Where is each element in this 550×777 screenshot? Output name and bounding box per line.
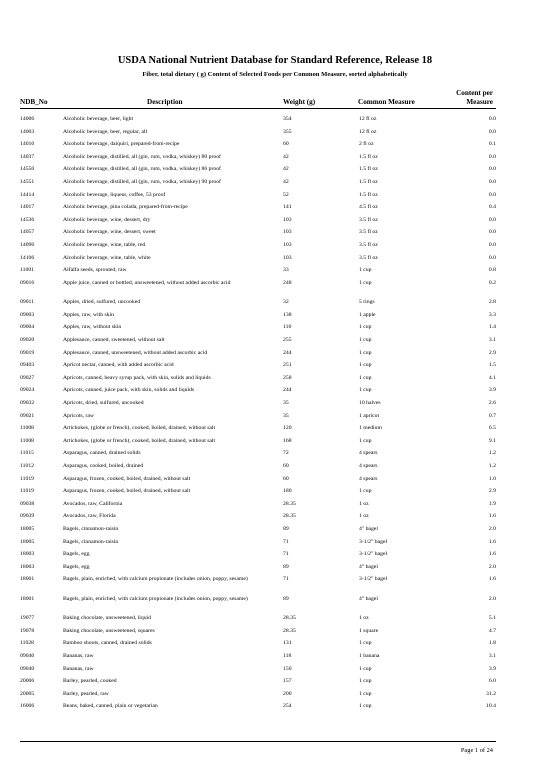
cell-weight: 72 — [283, 450, 289, 457]
cell-description: Bananas, raw — [63, 653, 94, 660]
column-header-content-line1: Content per — [456, 89, 493, 97]
cell-description: Asparagus, frozen, cooked, boiled, drained, without salt — [63, 488, 191, 495]
cell-weight: 150 — [283, 665, 292, 672]
cell-ndb: 09038 — [20, 500, 35, 507]
cell-content: 2.9 — [488, 349, 496, 356]
cell-ndb: 11015 — [20, 450, 35, 457]
cell-ndb: 09016 — [20, 279, 35, 286]
cell-ndb: 09011 — [20, 299, 35, 306]
cell-weight: 89 — [283, 525, 289, 532]
cell-content: 4.7 — [488, 627, 496, 634]
table-row — [20, 242, 496, 255]
cell-description: Alcoholic beverage, pina colada, prepared-from-recipe — [63, 204, 188, 211]
column-header-content-line2: Measure — [466, 97, 493, 106]
cell-description: Alcoholic beverage, wine, dessert, dry — [63, 216, 151, 223]
cell-ndb: 11001 — [20, 267, 35, 274]
cell-ndb: 11028 — [20, 640, 35, 647]
cell-content: 0.1 — [488, 141, 496, 148]
cell-ndb: 14003 — [20, 128, 35, 135]
table-row — [20, 324, 496, 337]
cell-weight: 103 — [283, 254, 292, 261]
cell-description: Alcoholic beverage, beer, regular, all — [63, 128, 148, 135]
cell-description: Barley, pearled, cooked — [63, 678, 117, 685]
cell-weight: 28.35 — [283, 500, 296, 507]
cell-ndb: 14536 — [20, 216, 35, 223]
cell-ndb: 14414 — [20, 191, 35, 198]
cell-ndb: 11019 — [20, 475, 35, 482]
document-subtitle: Fiber, total dietary ( g) Content of Selected Foods per Common Measure, sorted alphabetically — [142, 71, 408, 78]
cell-content: 0.8 — [488, 267, 496, 274]
cell-content: 1.6 — [488, 576, 496, 583]
cell-content: 10.4 — [486, 703, 496, 710]
cell-content: 0.0 — [488, 191, 496, 198]
cell-ndb: 09021 — [20, 412, 35, 419]
cell-content: 0.0 — [488, 116, 496, 122]
cell-ndb: 18003 — [20, 551, 35, 558]
cell-ndb: 09040 — [20, 653, 35, 660]
cell-ndb: 19078 — [20, 627, 35, 634]
cell-description: Apricot nectar, canned, with added ascorbic acid — [63, 362, 174, 369]
cell-description: Applesauce, canned, unsweetened, without added ascorbic acid — [63, 349, 208, 356]
cell-content: 1.6 — [488, 513, 496, 520]
cell-description: Alcoholic beverage, beer, light — [63, 116, 134, 122]
cell-measure: 1 square — [359, 627, 379, 634]
cell-weight: 35 — [283, 412, 289, 419]
cell-weight: 355 — [283, 128, 292, 135]
cell-content: 0.7 — [488, 412, 496, 419]
cell-weight: 35 — [283, 399, 289, 406]
cell-description: Bagels, egg — [63, 551, 90, 558]
cell-ndb: 14006 — [20, 116, 35, 122]
cell-measure: 3.5 fl oz — [359, 254, 378, 261]
cell-measure: 3-1/2" bagel — [359, 551, 388, 558]
table-row — [20, 425, 496, 438]
cell-weight: 255 — [283, 337, 292, 343]
cell-ndb: 14106 — [20, 254, 35, 261]
cell-ndb: 11019 — [20, 488, 35, 495]
cell-description: Alcoholic beverage, distilled, all (gin, rum, vodka, whiskey) 86 proof — [63, 166, 221, 173]
table-row — [20, 141, 496, 154]
cell-content: 0.0 — [488, 216, 496, 223]
cell-measure: 4 spears — [359, 462, 378, 469]
cell-ndb: 18001 — [20, 576, 35, 583]
table-row — [20, 450, 496, 463]
cell-measure: 1 medium — [359, 425, 382, 432]
cell-ndb: 11008 — [20, 437, 35, 444]
table-row — [20, 413, 496, 426]
cell-measure: 1 cup — [359, 267, 372, 274]
table-row — [20, 400, 496, 413]
cell-weight: 42 — [283, 166, 289, 173]
cell-ndb: 09003 — [20, 311, 35, 318]
cell-weight: 103 — [283, 229, 292, 236]
cell-weight: 254 — [283, 703, 292, 710]
cell-measure: 1 oz — [359, 500, 369, 507]
cell-ndb: 09027 — [20, 374, 35, 381]
cell-content: 2.0 — [488, 563, 496, 570]
cell-description: Bagels, cinnamon-raisin — [63, 538, 119, 545]
header-rule — [20, 108, 496, 109]
cell-measure: 1 cup — [359, 374, 372, 381]
cell-content: 1.8 — [488, 640, 496, 647]
cell-measure: 10 halves — [359, 399, 381, 406]
cell-measure: 4 spears — [359, 450, 378, 457]
cell-description: Bagels, egg — [63, 563, 90, 570]
cell-measure: 2 fl oz — [359, 141, 374, 148]
cell-measure: 4" bagel — [359, 525, 378, 532]
column-header-content — [456, 89, 493, 106]
cell-measure: 1.5 fl oz — [359, 153, 378, 160]
cell-content: 3.9 — [488, 665, 496, 672]
cell-content: 3.1 — [488, 653, 496, 660]
cell-measure: 1 cup — [359, 387, 372, 394]
table-row — [20, 501, 496, 514]
table-row — [20, 229, 496, 242]
cell-weight: 103 — [283, 216, 292, 223]
cell-measure: 4 spears — [359, 475, 378, 482]
column-header-ndb: NDB_No — [20, 98, 48, 106]
cell-content: 0.0 — [488, 128, 496, 135]
table-row — [20, 192, 496, 205]
cell-description: Alcoholic beverage, wine, dessert, sweet — [63, 229, 156, 236]
cell-weight: 89 — [283, 563, 289, 570]
cell-content: 1.0 — [488, 475, 496, 482]
cell-measure: 1 cup — [359, 362, 372, 369]
cell-content: 2.0 — [488, 595, 496, 602]
cell-weight: 120 — [283, 425, 292, 432]
cell-description: Apricots, canned, juice pack, with skin, solids and liquids — [63, 387, 195, 394]
cell-weight: 60 — [283, 141, 289, 148]
cell-description: Barley, pearled, raw — [63, 690, 109, 697]
table-row — [20, 488, 496, 501]
table-row — [20, 387, 496, 400]
cell-measure: 3-1/2" bagel — [359, 538, 388, 545]
cell-weight: 28.35 — [283, 627, 296, 634]
cell-description: Bagels, plain, enriched, with calcium propionate (includes onion, poppy, sesame) — [63, 595, 248, 602]
cell-content: 31.2 — [486, 690, 496, 697]
cell-description: Asparagus, cooked, boiled, drained — [63, 462, 144, 469]
cell-weight: 52 — [283, 191, 289, 198]
cell-weight: 248 — [283, 279, 292, 286]
cell-description: Asparagus, canned, drained solids — [63, 450, 141, 457]
cell-weight: 42 — [283, 178, 289, 185]
cell-ndb: 19077 — [20, 615, 35, 622]
table-row — [20, 375, 496, 388]
cell-weight: 200 — [283, 690, 292, 697]
cell-weight: 258 — [283, 374, 292, 381]
cell-ndb: 18003 — [20, 563, 35, 570]
cell-ndb: 11012 — [20, 462, 35, 469]
cell-weight: 141 — [283, 204, 292, 211]
cell-measure: 4" bagel — [359, 563, 378, 570]
cell-ndb: 14017 — [20, 204, 35, 211]
cell-content: 2.8 — [488, 299, 496, 306]
cell-weight: 32 — [283, 299, 289, 306]
cell-content: 3.9 — [488, 387, 496, 394]
cell-ndb: 09004 — [20, 324, 35, 331]
cell-ndb: 09040 — [20, 665, 35, 672]
cell-measure: 4.5 fl oz — [359, 204, 378, 211]
table-row — [20, 628, 496, 641]
cell-description: Alcoholic beverage, liqueur, coffee, 53 proof — [63, 191, 166, 198]
table-row — [20, 438, 496, 451]
cell-ndb: 09403 — [20, 362, 35, 369]
cell-content: 1.9 — [488, 500, 496, 507]
cell-description: Baking chocolate, unsweetened, liquid — [63, 615, 151, 622]
cell-ndb: 14550 — [20, 166, 35, 173]
cell-weight: 110 — [283, 324, 292, 331]
cell-ndb: 14096 — [20, 241, 35, 248]
cell-ndb: 18001 — [20, 595, 35, 602]
cell-ndb: 09020 — [20, 337, 35, 343]
cell-measure: 1 cup — [359, 337, 372, 343]
cell-weight: 244 — [283, 349, 292, 356]
cell-weight: 180 — [283, 488, 292, 495]
cell-measure: 1.5 fl oz — [359, 178, 378, 185]
table-row — [20, 255, 496, 268]
cell-measure: 1 cup — [359, 488, 372, 495]
cell-description: Alfalfa seeds, sprouted, raw — [63, 267, 127, 274]
cell-weight: 60 — [283, 462, 289, 469]
cell-measure: 1 cup — [359, 690, 372, 697]
cell-description: Apples, raw, without skin — [63, 324, 122, 331]
footer-rule — [20, 741, 496, 742]
table-row — [20, 653, 496, 666]
cell-weight: 71 — [283, 551, 289, 558]
table-row — [20, 116, 496, 129]
table-row — [20, 640, 496, 653]
cell-description: Asparagus, frozen, cooked, boiled, drained, without salt — [63, 475, 191, 482]
cell-content: 0.0 — [488, 254, 496, 261]
cell-measure: 3-1/2" bagel — [359, 576, 388, 583]
cell-weight: 89 — [283, 595, 289, 602]
cell-content: 0.4 — [488, 204, 496, 211]
cell-description: Alcoholic beverage, wine, table, white — [63, 254, 151, 261]
cell-measure: 1 apple — [359, 311, 376, 318]
cell-description: Artichokes, (globe or french), cooked, boiled, drained, without salt — [63, 437, 216, 444]
cell-content: 1.6 — [488, 551, 496, 558]
cell-content: 6.0 — [488, 678, 496, 685]
column-header-measure: Common Measure — [358, 98, 415, 106]
column-header-description: Description — [147, 98, 183, 106]
cell-content: 3.1 — [488, 337, 496, 343]
cell-weight: 157 — [283, 678, 292, 685]
cell-description: Apricots, dried, sulfured, uncooked — [63, 399, 144, 406]
table-row — [20, 576, 496, 596]
table-row — [20, 350, 496, 363]
cell-content: 1.5 — [488, 362, 496, 369]
cell-ndb: 14551 — [20, 178, 35, 185]
cell-description: Avocados, raw, Florida — [63, 513, 116, 520]
cell-measure: 1 apricot — [359, 412, 380, 419]
cell-description: Applesauce, canned, sweetened, without salt — [63, 337, 165, 343]
cell-weight: 60 — [283, 475, 289, 482]
table-row — [20, 666, 496, 679]
cell-content: 2.9 — [488, 488, 496, 495]
cell-measure: 3.5 fl oz — [359, 229, 378, 236]
cell-weight: 71 — [283, 576, 289, 583]
cell-ndb: 09032 — [20, 399, 35, 406]
cell-content: 0.0 — [488, 178, 496, 185]
cell-description: Apple juice, canned or bottled, unsweetened, without added ascorbic acid — [63, 279, 231, 286]
cell-content: 0.0 — [488, 166, 496, 173]
cell-content: 0.0 — [488, 229, 496, 236]
cell-content: 2.0 — [488, 525, 496, 532]
cell-description: Apples, raw, with skin — [63, 311, 114, 318]
cell-weight: 354 — [283, 116, 292, 122]
cell-ndb: 11008 — [20, 425, 35, 432]
data-table — [20, 116, 496, 716]
cell-weight: 42 — [283, 153, 289, 160]
cell-description: Alcoholic beverage, daiquiri, prepared-from-recipe — [63, 141, 180, 148]
cell-weight: 138 — [283, 311, 292, 318]
cell-content: 4.1 — [488, 374, 496, 381]
cell-ndb: 18005 — [20, 525, 35, 532]
cell-weight: 33 — [283, 267, 289, 274]
cell-description: Apricots, raw — [63, 412, 94, 419]
document-title: USDA National Nutrient Database for Standard Reference, Release 18 — [117, 55, 433, 66]
cell-description: Avocados, raw, California — [63, 500, 123, 507]
table-row — [20, 678, 496, 691]
cell-description: Baking chocolate, unsweetened, squares — [63, 627, 155, 634]
cell-measure: 1 cup — [359, 279, 372, 286]
cell-description: Apricots, canned, heavy syrup pack, with skin, solids and liquids — [63, 374, 211, 381]
cell-content: 9.1 — [488, 437, 496, 444]
cell-measure: 5 rings — [359, 299, 375, 306]
cell-description: Bagels, cinnamon-raisin — [63, 525, 119, 532]
table-row — [20, 691, 496, 704]
cell-description: Alcoholic beverage, distilled, all (gin, rum, vodka, whiskey) 80 proof — [63, 153, 221, 160]
table-row — [20, 476, 496, 489]
table-row — [20, 129, 496, 142]
cell-description: Beans, baked, canned, plain or vegetarian — [63, 703, 158, 710]
cell-measure: 3.5 fl oz — [359, 216, 378, 223]
cell-measure: 1 cup — [359, 665, 372, 672]
cell-weight: 168 — [283, 437, 292, 444]
cell-weight: 103 — [283, 241, 292, 248]
cell-content: 5.1 — [488, 615, 496, 622]
cell-measure: 1.5 fl oz — [359, 191, 378, 198]
cell-ndb: 20005 — [20, 690, 35, 697]
cell-description: Bagels, plain, enriched, with calcium propionate (includes onion, poppy, sesame) — [63, 576, 248, 583]
cell-measure: 3.5 fl oz — [359, 241, 378, 248]
column-header-weight: Weight (g) — [283, 98, 316, 106]
cell-ndb: 14057 — [20, 229, 35, 236]
table-row — [20, 615, 496, 628]
cell-description: Bamboo shoots, canned, drained solids — [63, 640, 152, 647]
cell-weight: 118 — [283, 653, 292, 660]
table-row — [20, 204, 496, 217]
cell-content: 1.2 — [488, 450, 496, 457]
cell-ndb: 14037 — [20, 153, 35, 160]
cell-ndb: 09024 — [20, 387, 35, 394]
cell-description: Apples, dried, sulfured, uncooked — [63, 299, 141, 306]
cell-weight: 131 — [283, 640, 292, 647]
cell-content: 0.0 — [488, 241, 496, 248]
cell-ndb: 09019 — [20, 349, 35, 356]
cell-measure: 1 cup — [359, 437, 372, 444]
table-row — [20, 267, 496, 280]
cell-weight: 28.35 — [283, 513, 296, 520]
table-row — [20, 703, 496, 716]
cell-content: 1.4 — [488, 324, 496, 331]
table-row — [20, 526, 496, 539]
cell-measure: 1 cup — [359, 324, 372, 331]
table-row — [20, 596, 496, 616]
cell-measure: 1 cup — [359, 703, 372, 710]
cell-measure: 1 cup — [359, 349, 372, 356]
table-row — [20, 280, 496, 300]
cell-measure: 1 oz — [359, 615, 369, 622]
cell-measure: 1 banana — [359, 653, 380, 660]
table-row — [20, 166, 496, 179]
cell-measure: 12 fl oz — [359, 128, 377, 135]
cell-measure: 1.5 fl oz — [359, 166, 378, 173]
table-row — [20, 299, 496, 312]
cell-weight: 244 — [283, 387, 292, 394]
cell-content: 0.0 — [488, 153, 496, 160]
table-row — [20, 312, 496, 325]
cell-ndb: 16006 — [20, 703, 35, 710]
table-row — [20, 513, 496, 526]
cell-ndb: 09039 — [20, 513, 35, 520]
cell-content: 3.3 — [488, 311, 496, 318]
cell-description: Alcoholic beverage, wine, table, red — [63, 241, 146, 248]
cell-measure: 1 cup — [359, 640, 372, 647]
cell-content: 2.6 — [488, 399, 496, 406]
table-row — [20, 539, 496, 552]
table-row — [20, 362, 496, 375]
cell-measure: 12 fl oz — [359, 116, 377, 122]
table-row — [20, 179, 496, 192]
cell-weight: 28.35 — [283, 615, 296, 622]
cell-ndb: 14010 — [20, 141, 35, 148]
cell-content: 0.2 — [488, 279, 496, 286]
cell-weight: 251 — [283, 362, 292, 369]
table-row — [20, 217, 496, 230]
cell-content: 1.6 — [488, 538, 496, 545]
page-number: Page 1 of 24 — [460, 747, 493, 754]
table-row — [20, 551, 496, 564]
cell-weight: 71 — [283, 538, 289, 545]
table-row — [20, 564, 496, 577]
cell-measure: 4" bagel — [359, 595, 378, 602]
cell-measure: 1 cup — [359, 678, 372, 685]
cell-content: 1.2 — [488, 462, 496, 469]
cell-description: Alcoholic beverage, distilled, all (gin, rum, vodka, whiskey) 90 proof — [63, 178, 221, 185]
cell-description: Bananas, raw — [63, 665, 94, 672]
table-row — [20, 463, 496, 476]
table-row — [20, 154, 496, 167]
cell-measure: 1 oz — [359, 513, 369, 520]
table-row — [20, 337, 496, 350]
cell-ndb: 20006 — [20, 678, 35, 685]
cell-content: 6.5 — [488, 425, 496, 432]
cell-ndb: 18005 — [20, 538, 35, 545]
cell-description: Artichokes, (globe or french), cooked, boiled, drained, without salt — [63, 425, 216, 432]
